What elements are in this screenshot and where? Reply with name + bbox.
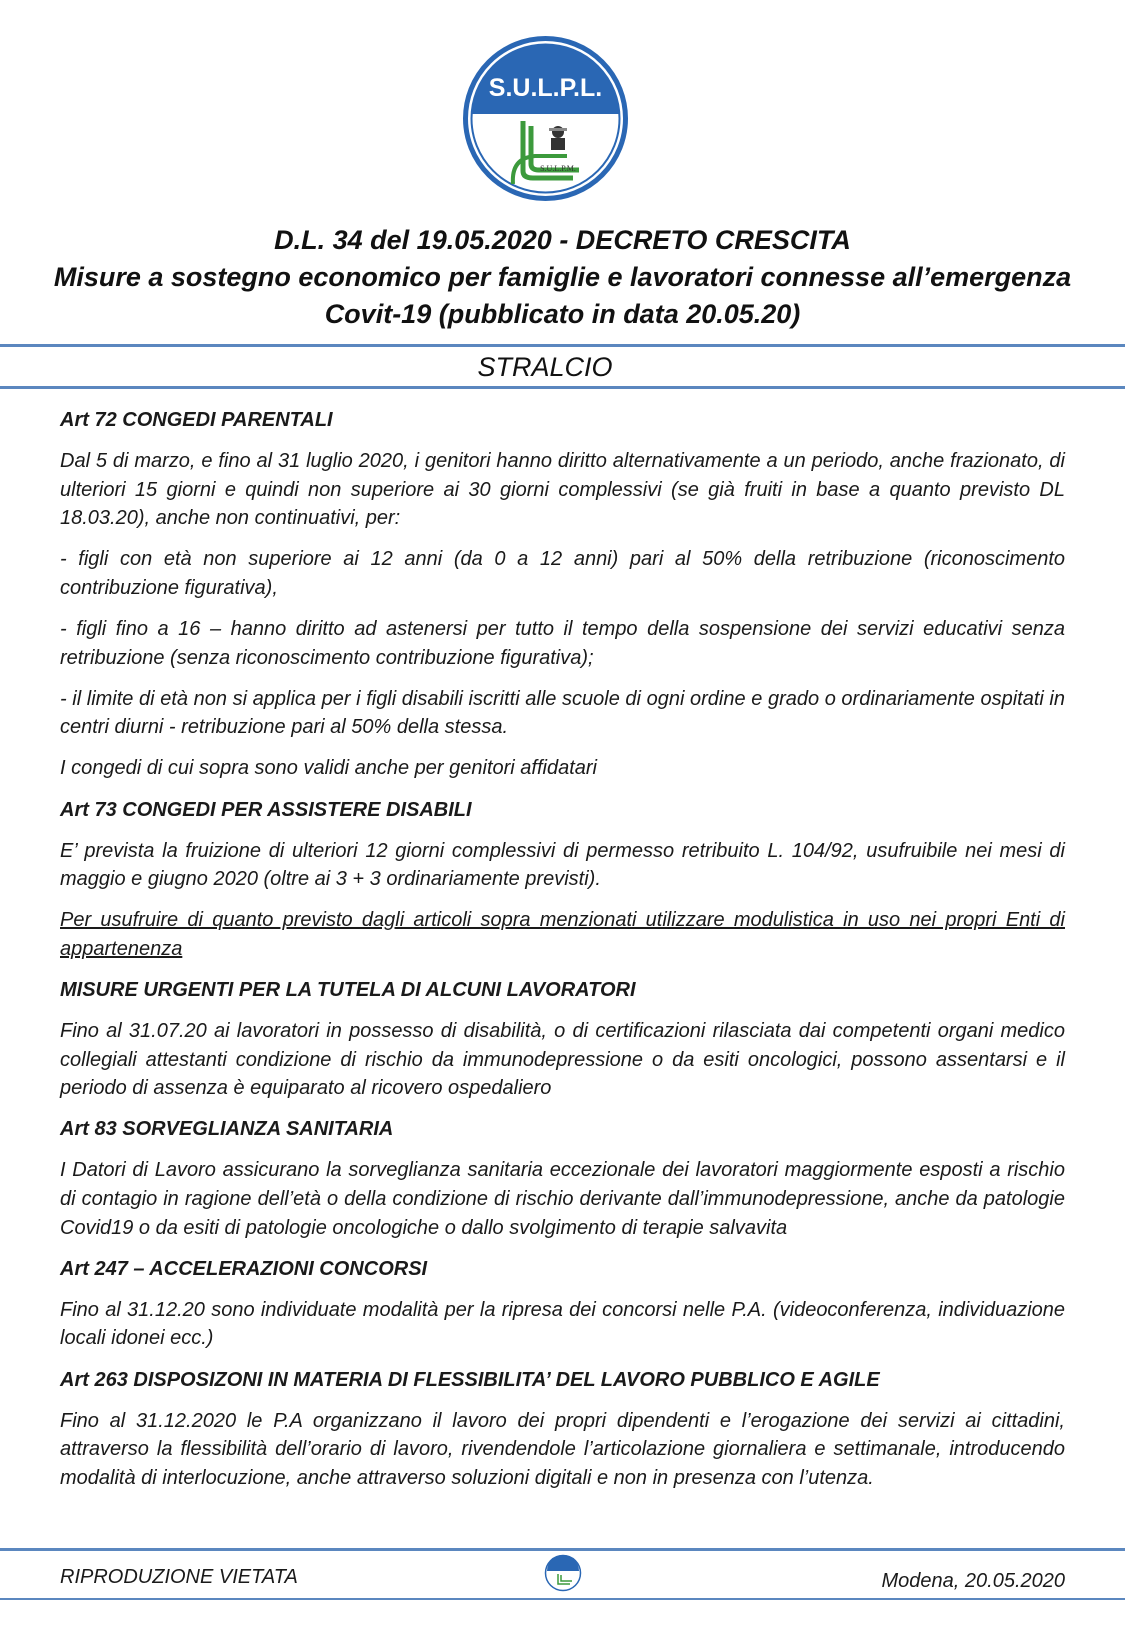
heading-misure-urgenti: MISURE URGENTI PER LA TUTELA DI ALCUNI LAVORATORI xyxy=(60,979,636,1001)
document-title xyxy=(40,222,1085,333)
logo-subtitle: S.U.L.P.M. xyxy=(540,164,576,173)
title-line-1: D.L. 34 del 19.05.2020 - DECRETO CRESCITA xyxy=(274,225,851,255)
heading-art-263: Art 263 DISPOSIZONI IN MATERIA DI FLESSIBILITA’ DEL LAVORO PUBBLICO E AGILE xyxy=(60,1368,880,1391)
paragraph: - il limite di età non si applica per i figli disabili iscritti alle scuole di ogni ordine e grado o ordinariamente ospitati in centri diurni - retribuzione pari al 50% della stessa. xyxy=(60,687,1065,739)
paragraph: E’ prevista la fruizione di ulteriori 12 giorni complessivi di permesso retribuito L. 104/92, usufruibile nei mesi di maggio e giugno 2020 (oltre ai 3 + 3 ordinariamente previsti). xyxy=(60,839,1065,891)
paragraph: I congedi di cui sopra sono validi anche per genitori affidatari xyxy=(60,757,597,780)
footer-divider-top xyxy=(0,1548,1125,1551)
footer-date: Modena, 20.05.2020 xyxy=(881,1570,1065,1592)
footer-notice: RIPRODUZIONE VIETATA xyxy=(60,1566,298,1588)
footer-logo xyxy=(544,1554,582,1592)
sulpl-logo-icon xyxy=(463,36,628,201)
paragraph: Fino al 31.12.2020 le P.A organizzano il lavoro dei propri dipendenti e l’erogazione dei servizi ai cittadini, attraverso la flessibilità dell’orario di lavoro, rivendendole l’articolazione giornaliera e settimanale, introducendo modalità di interlocuzione, anche attraverso soluzioni digitali e non in presenza con l’utenza. xyxy=(60,1409,1065,1489)
paragraph: Fino al 31.07.20 ai lavoratori in possesso di disabilità, o di certificazioni rilasciata dai competenti organi medico collegiali attestanti condizione di rischio da immunodepressione o da esiti oncologici, possono assentarsi e il periodo di assenza è equiparato al ricovero ospedaliero xyxy=(60,1020,1065,1100)
paragraph: Dal 5 di marzo, e fino al 31 luglio 2020, i genitori hanno diritto alternativamente a un periodo, anche frazionato, di ulteriori 15 giorni e quindi non superiore ai 30 giorni complessivi (se già fruiti in base a quanto previsto DL 18.03.20), anche non continuativi, per: xyxy=(60,450,1065,530)
paragraph: I Datori di Lavoro assicurano la sorveglianza sanitaria eccezionale dei lavoratori maggiormente esposti a rischio di contagio in ragione dell’età o della condizione di rischio derivante dall’immunodepressione, anche da patologie Covid19 o da esiti di patologie oncologiche o dallo svolgimento di terapie salvavita xyxy=(60,1159,1065,1239)
title-line-3: Covit-19 (pubblicato in data 20.05.20) xyxy=(324,299,801,329)
heading-art-72: Art 72 CONGEDI PARENTALI xyxy=(60,409,333,431)
document-body xyxy=(60,406,1065,1505)
sulpl-small-logo-icon xyxy=(544,1554,582,1592)
header-divider-top xyxy=(0,344,1125,347)
logo-title: S.U.L.P.L. xyxy=(488,74,603,102)
heading-art-83: Art 83 SORVEGLIANZA SANITARIA xyxy=(60,1118,394,1141)
title-line-2: Misure a sostegno economico per famiglie e lavoratori connesse all’emergenza xyxy=(53,262,1072,292)
header-divider-bottom xyxy=(0,386,1125,389)
footer-divider-bottom xyxy=(0,1598,1125,1600)
paragraph: - figli fino a 16 – hanno diritto ad astenersi per tutto il tempo della sospensione dei servizi educativi senza retribuzione (senza riconoscimento contribuzione figurativa); xyxy=(60,618,1065,669)
heading-art-73: Art 73 CONGEDI PER ASSISTERE DISABILI xyxy=(60,798,472,821)
paragraph: Fino al 31.12.20 sono individuate modalità per la ripresa dei concorsi nelle P.A. (videoconferenza, individuazione locali idonei ecc.) xyxy=(60,1298,1065,1350)
paragraph: - figli con età non superiore ai 12 anni (da 0 a 12 anni) pari al 50% della retribuzione (riconoscimento contribuzione figurativa), xyxy=(60,548,1065,599)
heading-art-247: Art 247 – ACCELERAZIONI CONCORSI xyxy=(60,1257,428,1280)
sulpl-logo xyxy=(463,36,628,201)
underlined-note: Per usufruire di quanto previsto dagli articoli sopra menzionati utilizzare modulistica in uso nei propri Enti di appartenenza xyxy=(60,909,1065,960)
section-label: STRALCIO xyxy=(477,352,613,382)
